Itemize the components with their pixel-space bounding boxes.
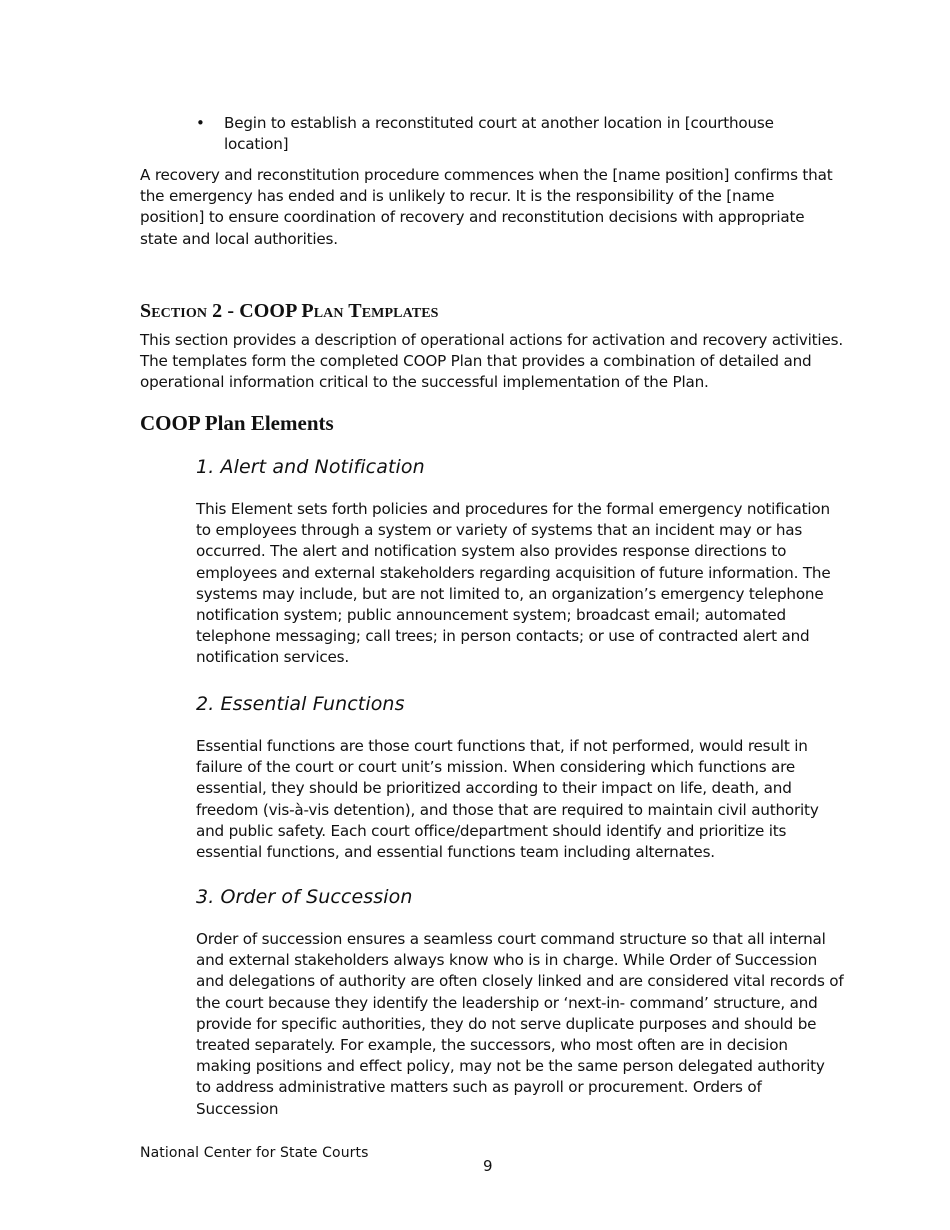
element-heading-essential-functions: 2. Essential Functions bbox=[196, 693, 405, 715]
element-text-alert-notification: This Element sets forth policies and procedures for the formal emergency notification to employees through a system or variety of systems that an incident may or has occurred. The alert and notification system also provides response directions to employees and external stakeholders regarding acquisition of future information. The systems may include, but are not limited to, an organization’s emergency telephone notification system; public announcement system; broadcast email; automated telephone messaging; call trees; in person contacts; or use of contracted alert and notification services. bbox=[196, 500, 831, 667]
element-text-order-of-succession: Order of succession ensures a seamless court command structure so that all internal and external stakeholders always know who is in charge. While Order of Succession and delegations of authority are often closely linked and are considered vital records of the court because they identify the leadership or ‘next-in- command’ structure, and provide for specific authorities, they do not serve duplicate purposes and should be treated separately. For example, the successors, who most often are in decision making positions and effect policy, may not be the same person delegated authority to address administrative matters such as payroll or procurement. Orders of Succession bbox=[196, 930, 844, 1118]
footer-organization: National Center for State Courts bbox=[140, 1145, 369, 1161]
section-heading: Section 2 - COOP Plan Templates bbox=[140, 300, 439, 322]
element-text-essential-functions: Essential functions are those court functions that, if not performed, would result in failure of the court or court unit’s mission. When considering which functions are essential, they should be prioritized according to their impact on life, death, and freedom (vis-à-vis detention), and those that are required to maintain civil authority and public safety. Each court office/department should identify and prioritize its essential functions, and essential functions team including alternates. bbox=[196, 737, 819, 862]
bullet-marker: • bbox=[196, 114, 205, 132]
plan-elements-heading: COOP Plan Elements bbox=[140, 411, 334, 435]
element-heading-order-of-succession: 3. Order of Succession bbox=[196, 886, 413, 908]
recovery-paragraph: A recovery and reconstitution procedure commences when the [name position] confirms that the emergency has ended and is unlikely to recur. It is the responsibility of the [name position] to ensure coordination of recovery and reconstitution decisions with appropriate state and local authorities. bbox=[140, 166, 833, 248]
page-number: 9 bbox=[483, 1157, 493, 1175]
bullet-text: Begin to establish a reconstituted court at another location in [courthouse location] bbox=[224, 114, 774, 154]
element-heading-alert-notification: 1. Alert and Notification bbox=[196, 456, 425, 478]
section-intro-paragraph: This section provides a description of operational actions for activation and recovery activities. The templates form the completed COOP Plan that provides a combination of detailed and operational information critical to the successful implementation of the Plan. bbox=[140, 331, 843, 392]
